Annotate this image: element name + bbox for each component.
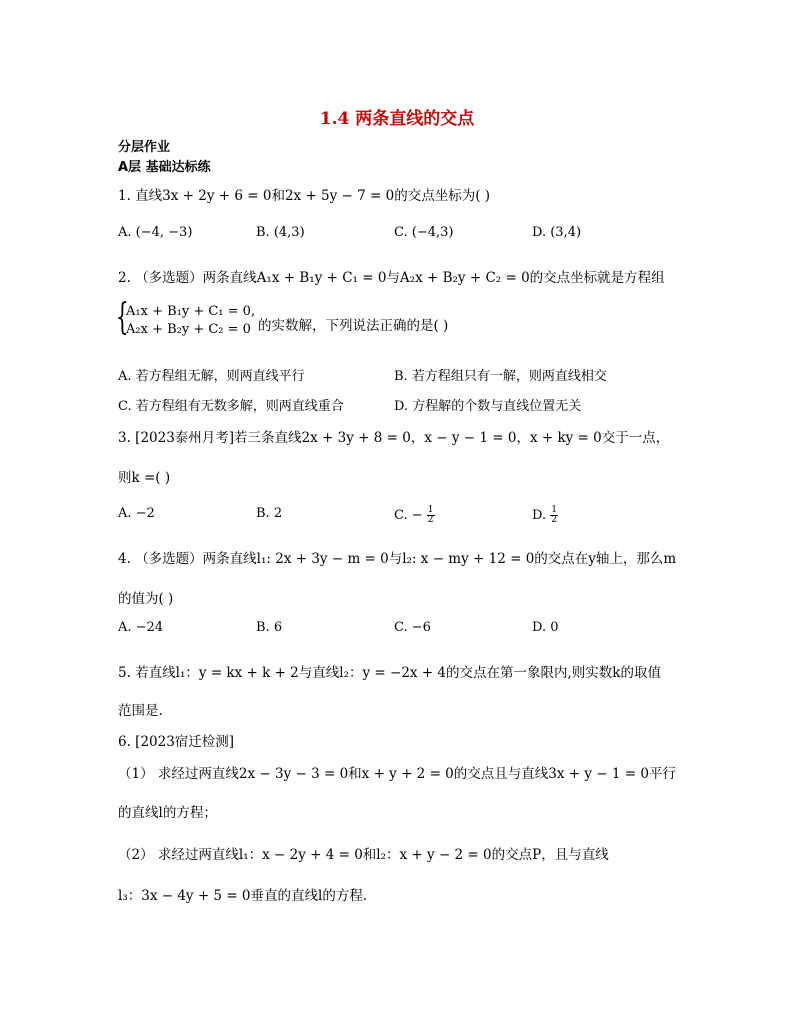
question-6-part-2: （2） 求经过两直线l₁：x − 2y + 4 = 0和l₂：x + y − 2 = 0的交点P，且与直线 xyxy=(118,847,609,863)
q4-option-c: C. −6 xyxy=(394,620,431,635)
q1-option-b: B. (4,3) xyxy=(256,225,305,240)
question-1: 1. 直线3x + 2y + 6 = 0和2x + 5y − 7 = 0的交点坐标为( ) xyxy=(118,188,491,204)
q3-option-c xyxy=(394,506,435,525)
question-5-line-2: 范围是. xyxy=(118,703,163,719)
question-4: 4. （多选题）两条直线l₁: 2x + 3y − m = 0与l₂: x − my + 12 = 0的交点在y轴上，那么m xyxy=(118,551,677,567)
question-3-line-2: 则k =( ) xyxy=(118,470,171,486)
question-2: 2. （多选题）两条直线A₁x + B₁y + C₁ = 0与A₂x + B₂y + C₂ = 0的交点坐标就是方程组 xyxy=(118,270,665,286)
question-6-part-1-line-2: 的直线l的方程； xyxy=(118,805,217,821)
section-label: 分层作业 xyxy=(118,140,171,155)
equation-1: A₁x + B₁y + C₁ = 0, xyxy=(126,304,256,319)
brace-icon: { xyxy=(116,297,129,338)
fraction-denominator: 2 xyxy=(427,515,434,525)
question-5: 5. 若直线l₁：y = kx + k + 2与直线l₂：y = −2x + 4的交点在第一象限内,则实数k的取值 xyxy=(118,665,661,681)
q2-option-a: A. 若方程组无解，则两直线平行 xyxy=(118,369,305,384)
question-2-continuation: 的实数解，下列说法正确的是( ) xyxy=(258,318,449,334)
q3-option-d xyxy=(532,506,558,525)
q3-option-a: A. −2 xyxy=(118,506,155,521)
question-6-part-1: （1） 求经过两直线2x − 3y − 3 = 0和x + y + 2 = 0的交点且与直线3x + y − 1 = 0平行 xyxy=(118,766,676,782)
q4-option-d: D. 0 xyxy=(532,620,559,635)
equation-2: A₂x + B₂y + C₂ = 0 xyxy=(126,322,251,337)
fraction-one-half xyxy=(550,506,558,525)
q4-option-a: A. −24 xyxy=(118,620,164,635)
q3-option-b: B. 2 xyxy=(256,506,283,521)
fraction-numerator: 1 xyxy=(551,505,557,515)
fraction-denominator: 2 xyxy=(551,515,557,525)
q3-option-c-label: C. − xyxy=(394,508,423,523)
equation-system xyxy=(116,297,266,341)
q2-option-c: C. 若方程组有无数多解，则两直线重合 xyxy=(118,399,344,414)
q1-option-c: C. (−4,3) xyxy=(394,225,454,240)
question-6-part-2-line-2: l₃：3x − 4y + 5 = 0垂直的直线l的方程. xyxy=(118,888,368,904)
q1-option-d: D. (3,4) xyxy=(532,225,582,240)
fraction-one-half xyxy=(427,506,435,525)
q3-option-d-label: D. xyxy=(532,508,551,523)
question-3: 3. [2023泰州月考]若三条直线2x + 3y + 8 = 0，x − y − 1 = 0，x + ky = 0交于一点， xyxy=(118,430,670,446)
question-6: 6. [2023宿迁检测] xyxy=(118,734,235,750)
q2-option-b: B. 若方程组只有一解，则两直线相交 xyxy=(394,369,607,384)
fraction-numerator: 1 xyxy=(427,505,434,515)
question-4-line-2: 的值为( ) xyxy=(118,591,174,607)
q1-option-a: A. (−4, −3) xyxy=(118,225,193,240)
page-title: 1.4 两条直线的交点 xyxy=(319,109,475,129)
q4-option-b: B. 6 xyxy=(256,620,283,635)
q2-option-d: D. 方程解的个数与直线位置无关 xyxy=(394,399,582,414)
level-label: A层 基础达标练 xyxy=(118,160,211,175)
